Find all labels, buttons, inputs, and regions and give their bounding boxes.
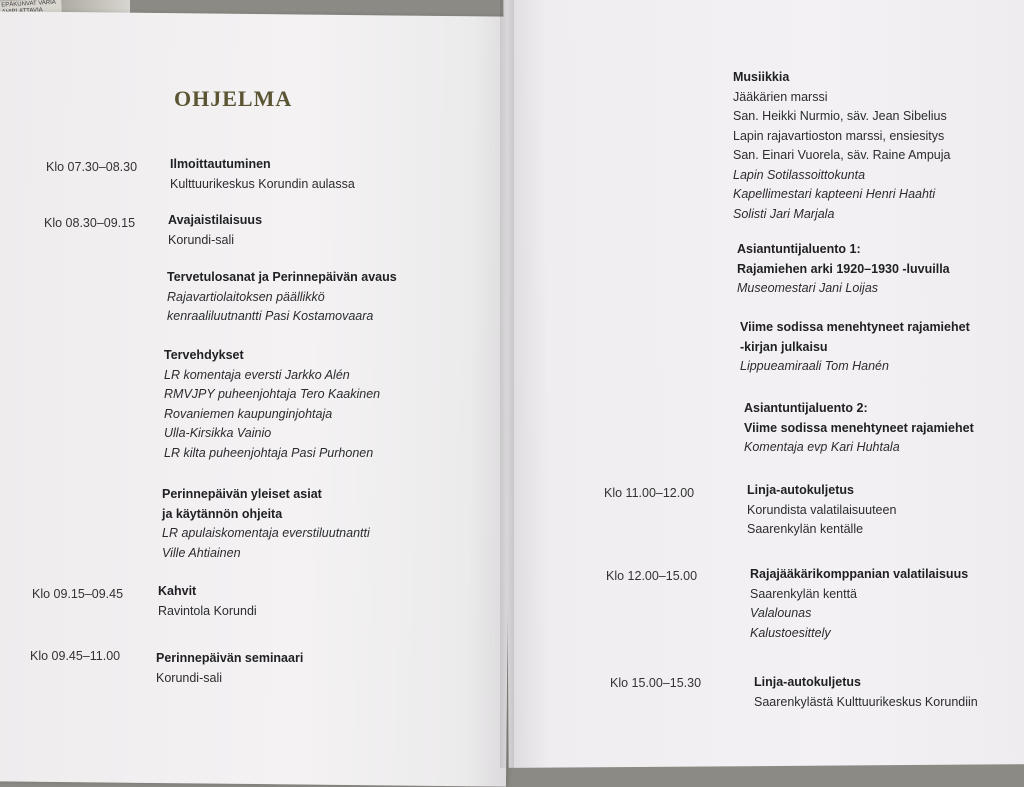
program-item-detail: kenraaliluutnantti Pasi Kostamovaara [167, 309, 374, 323]
program-item-heading: -kirjan julkaisu [740, 339, 828, 354]
program-item-detail: Kapellimestari kapteeni Henri Haahti [733, 187, 936, 201]
program-item-detail: Saarenkylän kentälle [747, 522, 864, 536]
program-item-heading: Asiantuntijaluento 1: [737, 242, 861, 256]
program-item-heading: Perinnepäivän yleiset asiat [162, 487, 322, 501]
program-item-detail: Lapin Sotilassoittokunta [733, 167, 866, 182]
program-item-detail: Korundi-sali [156, 670, 223, 685]
page-fold [500, 0, 514, 768]
program-item-heading: Tervehdykset [164, 348, 244, 362]
program-item-heading: Musiikkia [733, 70, 790, 84]
program-item-detail: Ravintola Korundi [158, 603, 257, 618]
program-item-detail: Solisti Jari Marjala [733, 206, 835, 221]
program-item [750, 565, 968, 643]
program-item-detail: Komentaja evp Kari Huhtala [744, 440, 900, 454]
program-time: Klo 09.15–09.45 [32, 587, 124, 601]
program-item-detail: Rovaniemen kaupunginjohtaja [164, 406, 333, 421]
program-item-detail: Saarenkylästä Kulttuurikeskus Korundiin [754, 694, 978, 709]
program-item-detail: Korundi-sali [168, 232, 235, 247]
program-item [737, 240, 950, 299]
program-item-heading: Avajaistilaisuus [168, 213, 263, 227]
program-item-detail: Kalustoesittely [750, 625, 831, 640]
program-time: Klo 08.30–09.15 [44, 216, 136, 230]
program-item-detail: San. Heikki Nurmio, säv. Jean Sibelius [733, 109, 947, 123]
program-item-detail: Valalounas [750, 606, 812, 620]
program-item-detail: Lippueamiraali Tom Hanén [740, 359, 889, 373]
program-item-detail: Lapin rajavartioston marssi, ensiesitys [733, 128, 945, 143]
program-item [158, 582, 257, 621]
program-time: Klo 11.00–12.00 [604, 486, 695, 500]
program-item-heading: Kahvit [158, 584, 197, 598]
program-item-heading: Rajamiehen arki 1920–1930 -luvuilla [737, 261, 950, 276]
program-item-heading: Perinnepäivän seminaari [156, 651, 304, 665]
program-item [733, 68, 950, 224]
program-item-heading: Viime sodissa menehtyneet rajamiehet [740, 320, 970, 334]
program-item-detail: Jääkärien marssi [733, 89, 828, 104]
program-item [754, 673, 978, 712]
program-item [170, 155, 355, 194]
program-item-heading: ja käytännön ohjeita [162, 506, 283, 521]
program-item-heading: Tervetulosanat ja Perinnepäivän avaus [167, 270, 397, 284]
program-item-detail: San. Einari Vuorela, säv. Raine Ampuja [733, 148, 951, 162]
page-title: OHJELMA [174, 86, 293, 111]
program-item [156, 649, 303, 688]
program-time: Klo 12.00–15.00 [606, 569, 698, 583]
program-item-detail: LR komentaja eversti Jarkko Alén [164, 367, 350, 382]
program-item-detail: Kulttuurikeskus Korundin aulassa [170, 176, 355, 191]
program-time: Klo 15.00–15.30 [610, 676, 702, 690]
program-item-detail: Korundista valatilaisuuteen [747, 502, 897, 517]
program-item-detail: Saarenkylän kenttä [750, 586, 858, 601]
program-item-detail: RMVJPY puheenjohtaja Tero Kaakinen [164, 387, 381, 401]
program-time: Klo 09.45–11.00 [30, 649, 121, 663]
program-item [747, 481, 896, 540]
program-time: Klo 07.30–08.30 [46, 160, 138, 174]
program-item [167, 268, 397, 327]
program-item-heading: Rajajääkärikomppanian valatilaisuus [750, 567, 969, 581]
program-item-detail: Museomestari Jani Loijas [737, 281, 879, 295]
program-item-detail: LR kilta puheenjohtaja Pasi Purhonen [164, 445, 374, 460]
program-item-heading: Linja-autokuljetus [747, 483, 854, 497]
program-item [168, 211, 262, 250]
program-item-heading: Ilmoittautuminen [170, 157, 271, 171]
program-item-detail: Rajavartiolaitoksen päällikkö [167, 289, 325, 304]
program-item [740, 318, 970, 377]
program-item [164, 346, 380, 463]
program-item-detail: Ville Ahtiainen [162, 545, 241, 560]
program-item-heading: Viime sodissa menehtyneet rajamiehet [744, 420, 974, 435]
program-item [744, 399, 974, 458]
program-item-heading: Linja-autokuljetus [754, 675, 861, 689]
program-item-detail: LR apulaiskomentaja everstiluutnantti [162, 526, 370, 540]
program-item-heading: Asiantuntijaluento 2: [744, 401, 868, 415]
program-item [162, 485, 370, 563]
background-note: EPÄKUNVAT VARIA [0, 0, 63, 36]
program-item-detail: Ulla-Kirsikka Vainio [164, 426, 272, 440]
